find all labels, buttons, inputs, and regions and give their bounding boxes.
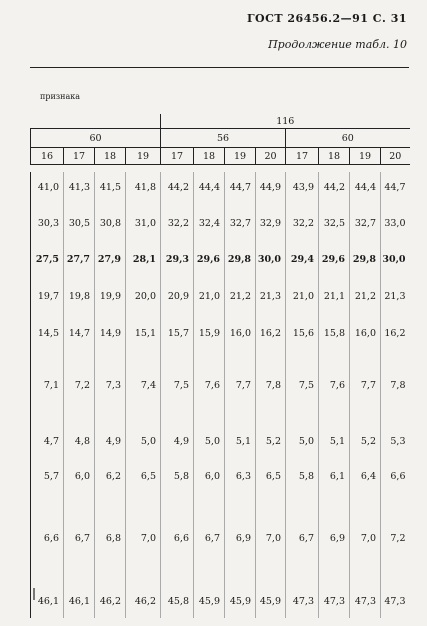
table-cell: 41,8 [126, 172, 161, 202]
column-header: 18 [319, 148, 350, 165]
table-cell: 19,7 [31, 274, 64, 318]
table-cell: 5,8 [286, 460, 319, 492]
table-cell: 7,7 [225, 348, 256, 422]
table-cell: 21,0 [194, 274, 225, 318]
table-cell: 32,2 [286, 202, 319, 244]
table-cell: 47,3 [381, 584, 410, 618]
table-cell: 7,6 [194, 348, 225, 422]
table-cell: 21,3 [256, 274, 286, 318]
table-cell: 21,2 [225, 274, 256, 318]
table-row [31, 492, 410, 584]
table-cell: 6,7 [286, 492, 319, 584]
table-cell: 5,1 [225, 422, 256, 460]
table-row [31, 422, 410, 460]
column-header: 19 [225, 148, 256, 165]
column-header: 16 [31, 148, 64, 165]
table-cell: 6,6 [381, 460, 410, 492]
table-row [31, 348, 410, 422]
group-header-3: 60 [286, 129, 410, 148]
table-cell: 7,4 [126, 348, 161, 422]
table-cell: 29,4 [286, 244, 319, 274]
table-cell: 21,2 [350, 274, 381, 318]
column-header: 20 [381, 148, 410, 165]
table-cell: 6,8 [95, 492, 126, 584]
table-cell: 32,2 [161, 202, 194, 244]
table-cell: 30,0 [256, 244, 286, 274]
margin-mark [33, 588, 35, 600]
table-cell: 5,0 [194, 422, 225, 460]
table-cell: 28,1 [126, 244, 161, 274]
table-cell: 5,1 [319, 422, 350, 460]
table-cell: 7,8 [381, 348, 410, 422]
table-cell: 30,5 [64, 202, 95, 244]
table-cell: 33,0 [381, 202, 410, 244]
table-cell: 32,9 [256, 202, 286, 244]
table-cell: 19,9 [95, 274, 126, 318]
table-cell: 44,4 [194, 172, 225, 202]
table-cell: 6,5 [256, 460, 286, 492]
table-cell: 30,3 [31, 202, 64, 244]
table-cell: 6,0 [64, 460, 95, 492]
table-cell: 44,4 [350, 172, 381, 202]
table-cell: 29,8 [225, 244, 256, 274]
column-header: 18 [95, 148, 126, 165]
table-cell: 45,9 [194, 584, 225, 618]
table-cell: 29,3 [161, 244, 194, 274]
table-cell: 44,2 [319, 172, 350, 202]
table-cell: 7,1 [31, 348, 64, 422]
table-cell: 29,6 [319, 244, 350, 274]
group-header-1: 60 [31, 129, 161, 148]
table-cell: 21,0 [286, 274, 319, 318]
table-cell: 32,7 [225, 202, 256, 244]
table-cell: 6,5 [126, 460, 161, 492]
table-cell: 6,9 [319, 492, 350, 584]
table-cell: 6,7 [64, 492, 95, 584]
table-cell: 5,2 [256, 422, 286, 460]
table-cell: 15,9 [194, 318, 225, 348]
table-row [31, 460, 410, 492]
top-rule [30, 67, 409, 68]
table-cell: 45,8 [161, 584, 194, 618]
table-cell: 45,9 [256, 584, 286, 618]
table-cell: 43,9 [286, 172, 319, 202]
column-header: 20 [256, 148, 286, 165]
table-cell: 7,2 [381, 492, 410, 584]
table-cell: 6,6 [31, 492, 64, 584]
column-header: 17 [286, 148, 319, 165]
column-header: 17 [161, 148, 194, 165]
header-blank-cell [31, 114, 161, 129]
table-cell: 7,5 [286, 348, 319, 422]
table-header [30, 114, 410, 165]
column-header: 17 [64, 148, 95, 165]
data-table-body [30, 172, 410, 618]
table-cell: 47,3 [319, 584, 350, 618]
table-row [31, 244, 410, 274]
column-header: 18 [194, 148, 225, 165]
table-cell: 44,2 [161, 172, 194, 202]
table-cell: 4,9 [161, 422, 194, 460]
group-header-top: 116 [161, 114, 410, 129]
table-cell: 5,2 [350, 422, 381, 460]
table-cell: 6,0 [194, 460, 225, 492]
table-cell: 41,3 [64, 172, 95, 202]
table-cell: 44,7 [381, 172, 410, 202]
table-cell: 20,9 [161, 274, 194, 318]
table-cell: 16,2 [381, 318, 410, 348]
table-row [31, 202, 410, 244]
table-cell: 47,3 [286, 584, 319, 618]
table-cell: 16,0 [350, 318, 381, 348]
table-cell: 15,8 [319, 318, 350, 348]
table-cell: 21,3 [381, 274, 410, 318]
table-cell: 20,0 [126, 274, 161, 318]
table-cell: 46,2 [126, 584, 161, 618]
table-cell: 5,0 [126, 422, 161, 460]
table-cell: 44,9 [256, 172, 286, 202]
document-reference: ГОСТ 26456.2—91 С. 31 [246, 12, 407, 25]
table-cell: 45,9 [225, 584, 256, 618]
table-cell: 7,0 [256, 492, 286, 584]
table-cell: 7,0 [126, 492, 161, 584]
table-cell: 6,7 [194, 492, 225, 584]
table-cell: 32,5 [319, 202, 350, 244]
table-cell: 7,7 [350, 348, 381, 422]
table-row [31, 274, 410, 318]
table-cell: 5,8 [161, 460, 194, 492]
table-cell: 5,3 [381, 422, 410, 460]
table-row [31, 172, 410, 202]
table-cell: 6,3 [225, 460, 256, 492]
table-cell: 16,0 [225, 318, 256, 348]
table-cell: 27,5 [31, 244, 64, 274]
table-cell: 14,7 [64, 318, 95, 348]
table-cell: 15,7 [161, 318, 194, 348]
table-cell: 7,3 [95, 348, 126, 422]
table-cell: 27,7 [64, 244, 95, 274]
table-cell: 5,0 [286, 422, 319, 460]
table-cell: 32,7 [350, 202, 381, 244]
table-cell: 6,9 [225, 492, 256, 584]
table-cell: 6,4 [350, 460, 381, 492]
table-cell: 41,0 [31, 172, 64, 202]
column-header: 19 [350, 148, 381, 165]
table-cell: 46,1 [64, 584, 95, 618]
table-cell: 6,1 [319, 460, 350, 492]
table-cell: 5,7 [31, 460, 64, 492]
table-cell: 21,1 [319, 274, 350, 318]
table-cell: 14,5 [31, 318, 64, 348]
group-header-2: 56 [161, 129, 286, 148]
table-cell: 46,2 [95, 584, 126, 618]
table-cell: 15,6 [286, 318, 319, 348]
table-cell: 15,1 [126, 318, 161, 348]
table-cell: 7,5 [161, 348, 194, 422]
table-cell: 6,2 [95, 460, 126, 492]
table-cell: 4,8 [64, 422, 95, 460]
table-cell: 41,5 [95, 172, 126, 202]
table-cell: 44,7 [225, 172, 256, 202]
table-cell: 16,2 [256, 318, 286, 348]
table-cell: 31,0 [126, 202, 161, 244]
sign-label: признака [40, 92, 81, 101]
table-row [31, 584, 410, 618]
table-cell: 47,3 [350, 584, 381, 618]
table-continuation-caption: Продолжение табл. 10 [268, 38, 407, 51]
table-cell: 7,0 [350, 492, 381, 584]
column-header: 19 [126, 148, 161, 165]
table-row [31, 318, 410, 348]
table-cell: 4,7 [31, 422, 64, 460]
table-cell: 4,9 [95, 422, 126, 460]
table-cell: 29,6 [194, 244, 225, 274]
table-cell: 30,0 [381, 244, 410, 274]
table-cell: 29,8 [350, 244, 381, 274]
table-cell: 7,2 [64, 348, 95, 422]
table-cell: 32,4 [194, 202, 225, 244]
table-cell: 7,8 [256, 348, 286, 422]
table-cell: 27,9 [95, 244, 126, 274]
table-cell: 7,6 [319, 348, 350, 422]
table-cell: 46,1 [31, 584, 64, 618]
table-cell: 14,9 [95, 318, 126, 348]
table-cell: 6,6 [161, 492, 194, 584]
table-cell: 19,8 [64, 274, 95, 318]
table-cell: 30,8 [95, 202, 126, 244]
